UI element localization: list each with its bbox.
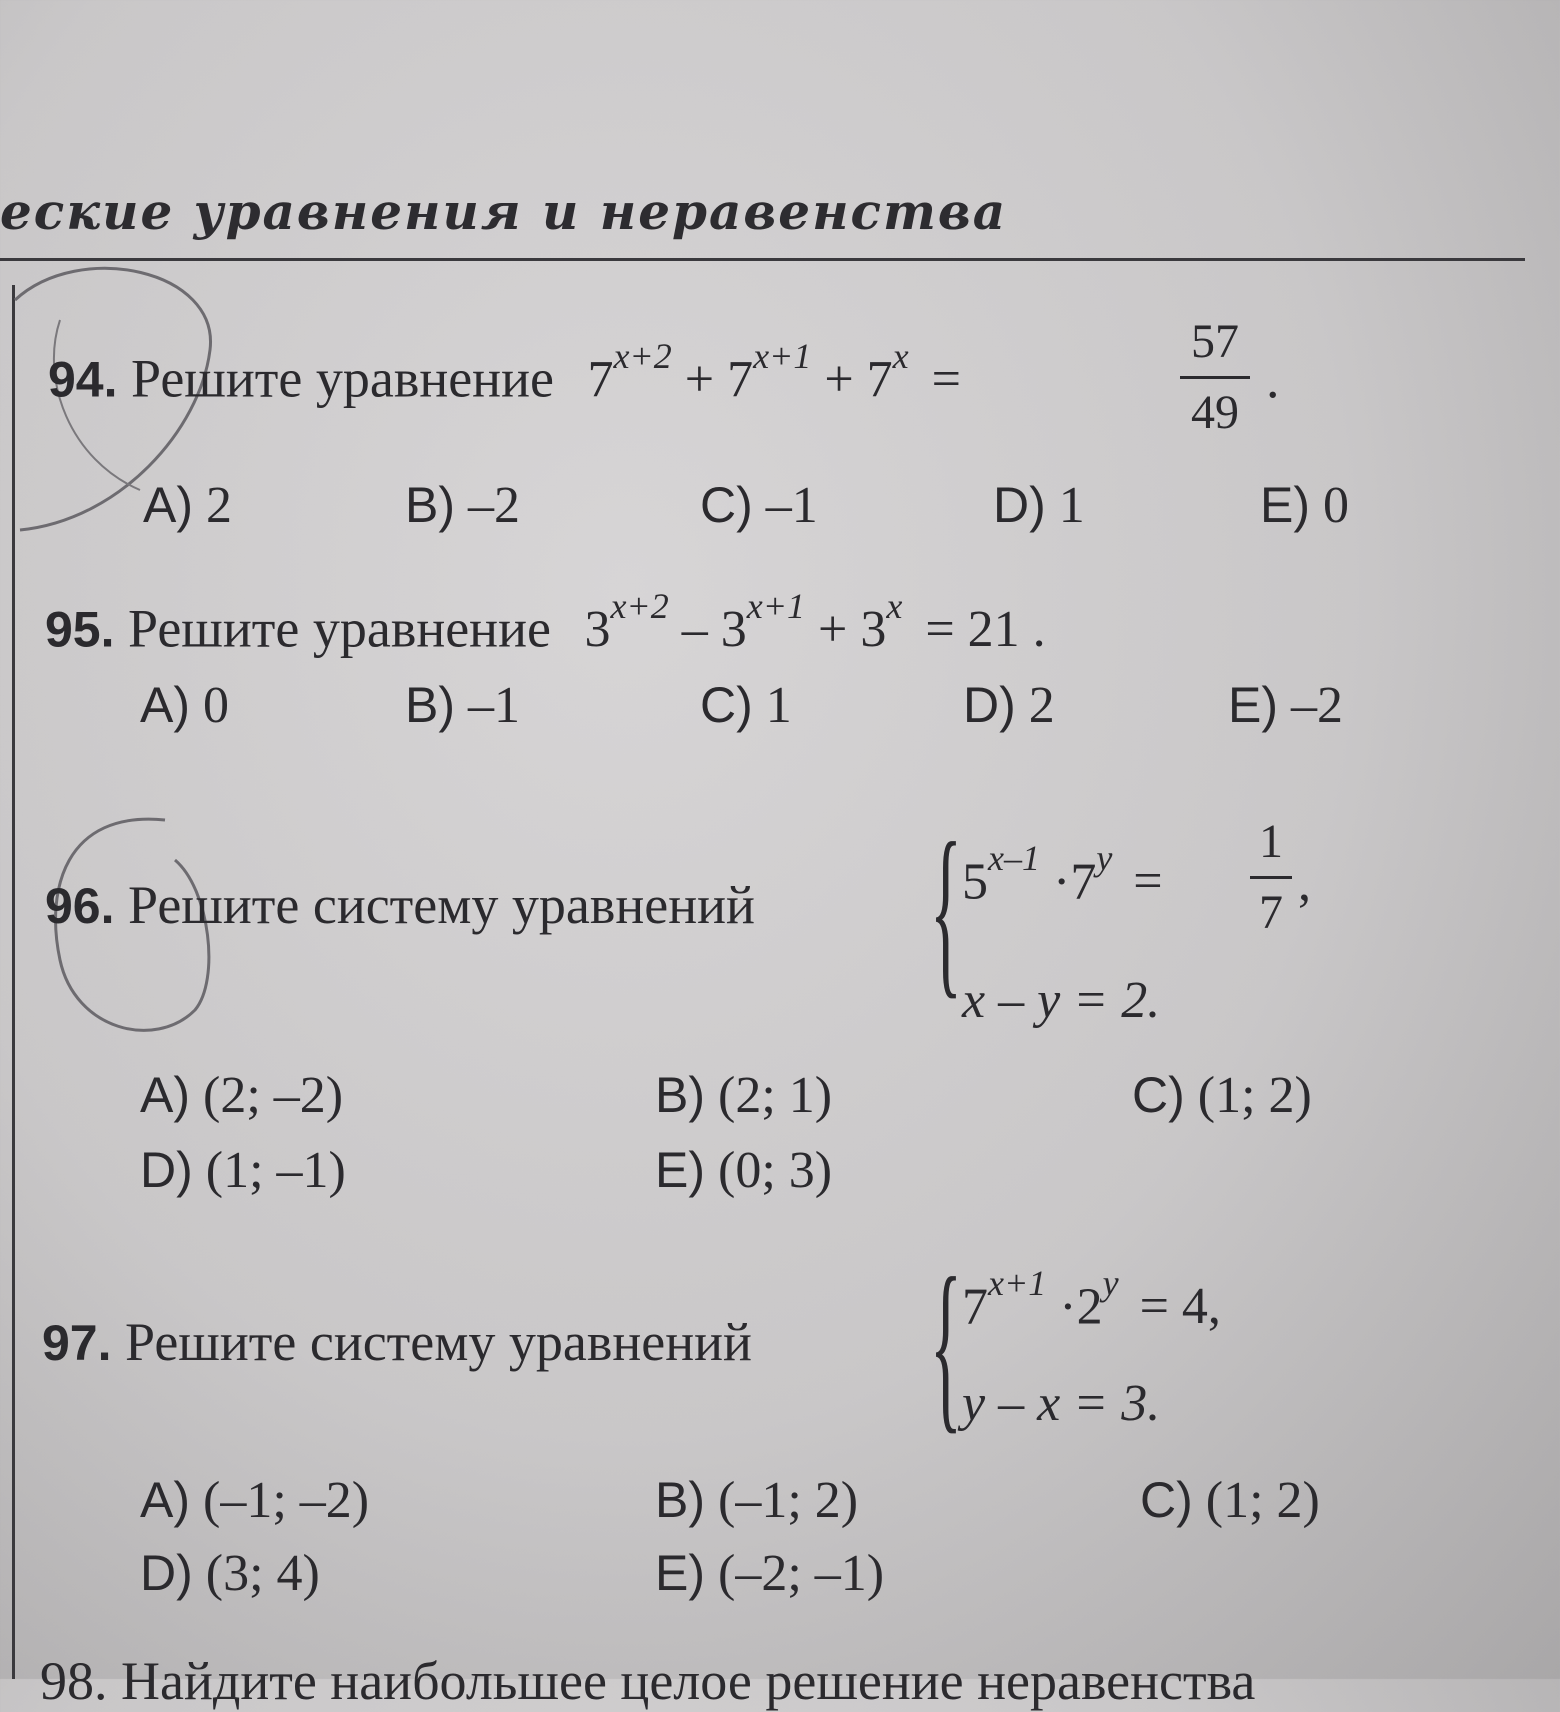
answer-95-e: E) –2: [1228, 677, 1343, 734]
answer-94-d: D) 1: [993, 477, 1085, 534]
problem-97: [42, 1312, 752, 1372]
term-base: 7: [587, 351, 614, 409]
answer-95-c: C) 1: [700, 677, 792, 734]
answer-95-a: A) 0: [140, 677, 229, 734]
operator: –: [681, 601, 708, 659]
system-brace: {: [930, 1240, 962, 1450]
fraction-bar: [1180, 376, 1250, 379]
fraction-1-7: [1250, 815, 1292, 939]
fraction-bar: [1250, 876, 1292, 879]
problem-text: Решите систему уравнений: [128, 875, 755, 935]
answer-97-d: D) (3; 4): [140, 1545, 320, 1602]
term-base: 7: [727, 351, 754, 409]
fraction-numerator: 57: [1191, 315, 1239, 368]
term-base: 3: [584, 601, 611, 659]
term-exponent: x+1: [746, 586, 806, 626]
problem-text: Решите уравнение: [128, 598, 551, 659]
answer-95-d: D) 2: [963, 677, 1055, 734]
answer-94-a: A) 2: [143, 477, 232, 534]
fraction-57-49: [1180, 315, 1250, 439]
answer-94-b: B) –2: [405, 477, 520, 534]
term-exponent: x: [892, 336, 909, 376]
operator: +: [824, 351, 854, 409]
system-line-1: $5^{x-1} \cdot 7^y$ =: [962, 838, 1163, 911]
problem-95: [45, 586, 1046, 659]
answer-97-e: E) (–2; –1): [655, 1545, 885, 1602]
answer-94-c: C) –1: [700, 477, 818, 534]
equation-end: .: [1266, 349, 1280, 409]
answer-96-e: E) (0; 3): [655, 1142, 833, 1199]
term-exponent: x+2: [613, 336, 672, 376]
system-line-2: x – y = 2.: [962, 972, 1161, 1029]
equation-rhs: = 21 .: [925, 601, 1046, 659]
term-exponent: x+1: [753, 336, 812, 376]
answer-97-a: A) (–1; –2): [140, 1472, 370, 1529]
system-line-1-end: ,: [1298, 855, 1311, 912]
equation: [587, 336, 961, 409]
fraction-denominator: 49: [1191, 386, 1239, 439]
system-line-2: y – x = 3.: [962, 1375, 1161, 1432]
term-base: 3: [720, 601, 747, 659]
problem-text: Решите систему уравнений: [125, 1312, 752, 1372]
problem-96: [45, 875, 755, 935]
answer-97-c: C) (1; 2): [1140, 1472, 1320, 1529]
problem-number: 95.: [45, 601, 115, 658]
problem-98-cut: 98. Найдите наибольшее целое решение неравенства: [40, 1651, 1256, 1711]
equation: [584, 586, 1046, 659]
header-rule: [0, 258, 1525, 261]
answer-96-a: A) (2; –2): [140, 1067, 344, 1124]
answer-97-b: B) (–1; 2): [655, 1472, 859, 1529]
problem-number: 96.: [45, 878, 115, 934]
term-base: 3: [860, 601, 887, 659]
operator: +: [818, 601, 848, 659]
term-base: 7: [866, 351, 893, 409]
problem-number: 94.: [48, 351, 118, 408]
answer-94-e: E) 0: [1260, 477, 1349, 534]
operator: +: [684, 351, 715, 409]
system-brace: {: [930, 805, 962, 1015]
fraction-denominator: 7: [1259, 886, 1283, 939]
answer-96-d: D) (1; –1): [140, 1142, 346, 1199]
problem-text: Решите уравнение: [131, 348, 554, 409]
answer-96-c: C) (1; 2): [1132, 1067, 1312, 1124]
equals-sign: =: [931, 351, 961, 409]
answer-95-b: B) –1: [405, 677, 520, 734]
answer-96-b: B) (2; 1): [655, 1067, 833, 1124]
margin-rule: [12, 285, 15, 1679]
section-header: еские уравнения и неравенства: [0, 182, 1008, 241]
problem-number: 97.: [42, 1315, 112, 1371]
term-exponent: x+2: [610, 586, 669, 626]
problem-94: [48, 336, 961, 409]
system-line-1: $7^{x+1} \cdot 2^y = 4$,: [962, 1263, 1221, 1336]
fraction-numerator: 1: [1259, 815, 1283, 868]
term-exponent: x: [886, 586, 903, 626]
